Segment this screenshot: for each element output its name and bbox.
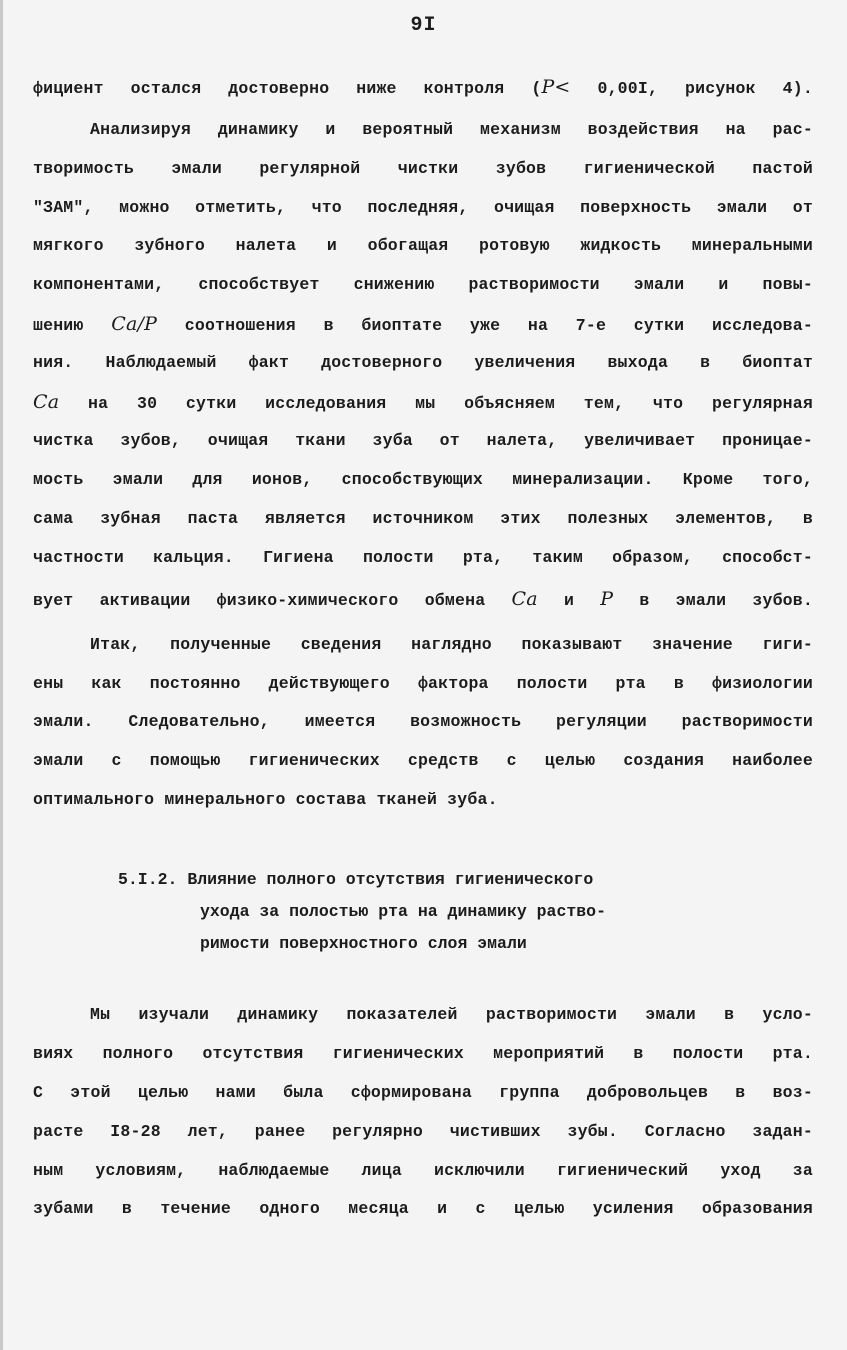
handwritten-symbol: Ca (33, 391, 60, 413)
text-line: шению Ca/P соотношения в биоптате уже на 7-е сутки исследова- (33, 313, 813, 335)
text-line: мягкого зубного налета и обогащая ротовую жидкость минеральными (33, 236, 813, 255)
text-line: Ca на 30 сутки исследования мы объясняем тем, что регулярная (33, 391, 813, 413)
text-line: "ЗАМ", можно отметить, что последняя, очищая поверхность эмали от (33, 198, 813, 217)
text-line: творимость эмали регулярной чистки зубов гигиенической пастой (33, 159, 813, 178)
text-line: расте I8-28 лет, ранее регулярно чистивших зубы. Согласно задан- (33, 1122, 813, 1141)
text-line: С этой целью нами была сформирована группа добровольцев в воз- (33, 1083, 813, 1102)
text-line: Мы изучали динамику показателей растворимости эмали в усло- (90, 1005, 813, 1024)
page-edge (0, 0, 3, 1350)
text-line: мость эмали для ионов, способствующих минерализации. Кроме того, (33, 470, 813, 489)
text-line: эмали. Следовательно, имеется возможность регуляции растворимости (33, 712, 813, 731)
section-heading-line: ухода за полостью рта на динамику раство- (200, 902, 606, 921)
handwritten-symbol: Ca (511, 588, 538, 610)
text-line: виях полного отсутствия гигиенических мероприятий в полости рта. (33, 1044, 813, 1063)
text-line: ены как постоянно действующего фактора полости рта в физиологии (33, 674, 813, 693)
text-line: зубами в течение одного месяца и с целью усиления образования (33, 1199, 813, 1218)
handwritten-symbol: P< (541, 76, 571, 98)
section-heading (118, 864, 593, 896)
section-heading-line: римости поверхностного слоя эмали (200, 934, 527, 953)
text-line: чистка зубов, очищая ткани зуба от налета, увеличивает проницае- (33, 431, 813, 450)
handwritten-symbol: Ca/P (111, 313, 158, 335)
text-line: Итак, полученные сведения наглядно показывают значение гиги- (90, 635, 813, 654)
text-line: ния. Наблюдаемый факт достоверного увеличения выхода в биоптат (33, 353, 813, 372)
section-number: 5.I.2. (118, 870, 178, 889)
text-line: частности кальция. Гигиена полости рта, таким образом, способст- (33, 548, 813, 567)
text-line: вует активации физико-химического обмена Ca и P в эмали зубов. (33, 588, 813, 610)
section-title: Влияние полного отсутствия гигиенического (187, 870, 594, 889)
page-number: 9I (410, 14, 437, 37)
text-line: компонентами, способствует снижению растворимости эмали и повы- (33, 275, 813, 294)
handwritten-symbol: P (600, 588, 614, 610)
text-line: оптимального минерального состава тканей зуба. (33, 790, 498, 809)
text-line: эмали с помощью гигиенических средств с целью создания наиболее (33, 751, 813, 770)
text-line: сама зубная паста является источником этих полезных элементов, в (33, 509, 813, 528)
text-line: фициент остался достоверно ниже контроля (P< 0,00I, рисунок 4). (33, 76, 813, 98)
text-line: Анализируя динамику и вероятный механизм воздействия на рас- (90, 120, 813, 139)
text-line: ным условиям, наблюдаемые лица исключили гигиенический уход за (33, 1161, 813, 1180)
